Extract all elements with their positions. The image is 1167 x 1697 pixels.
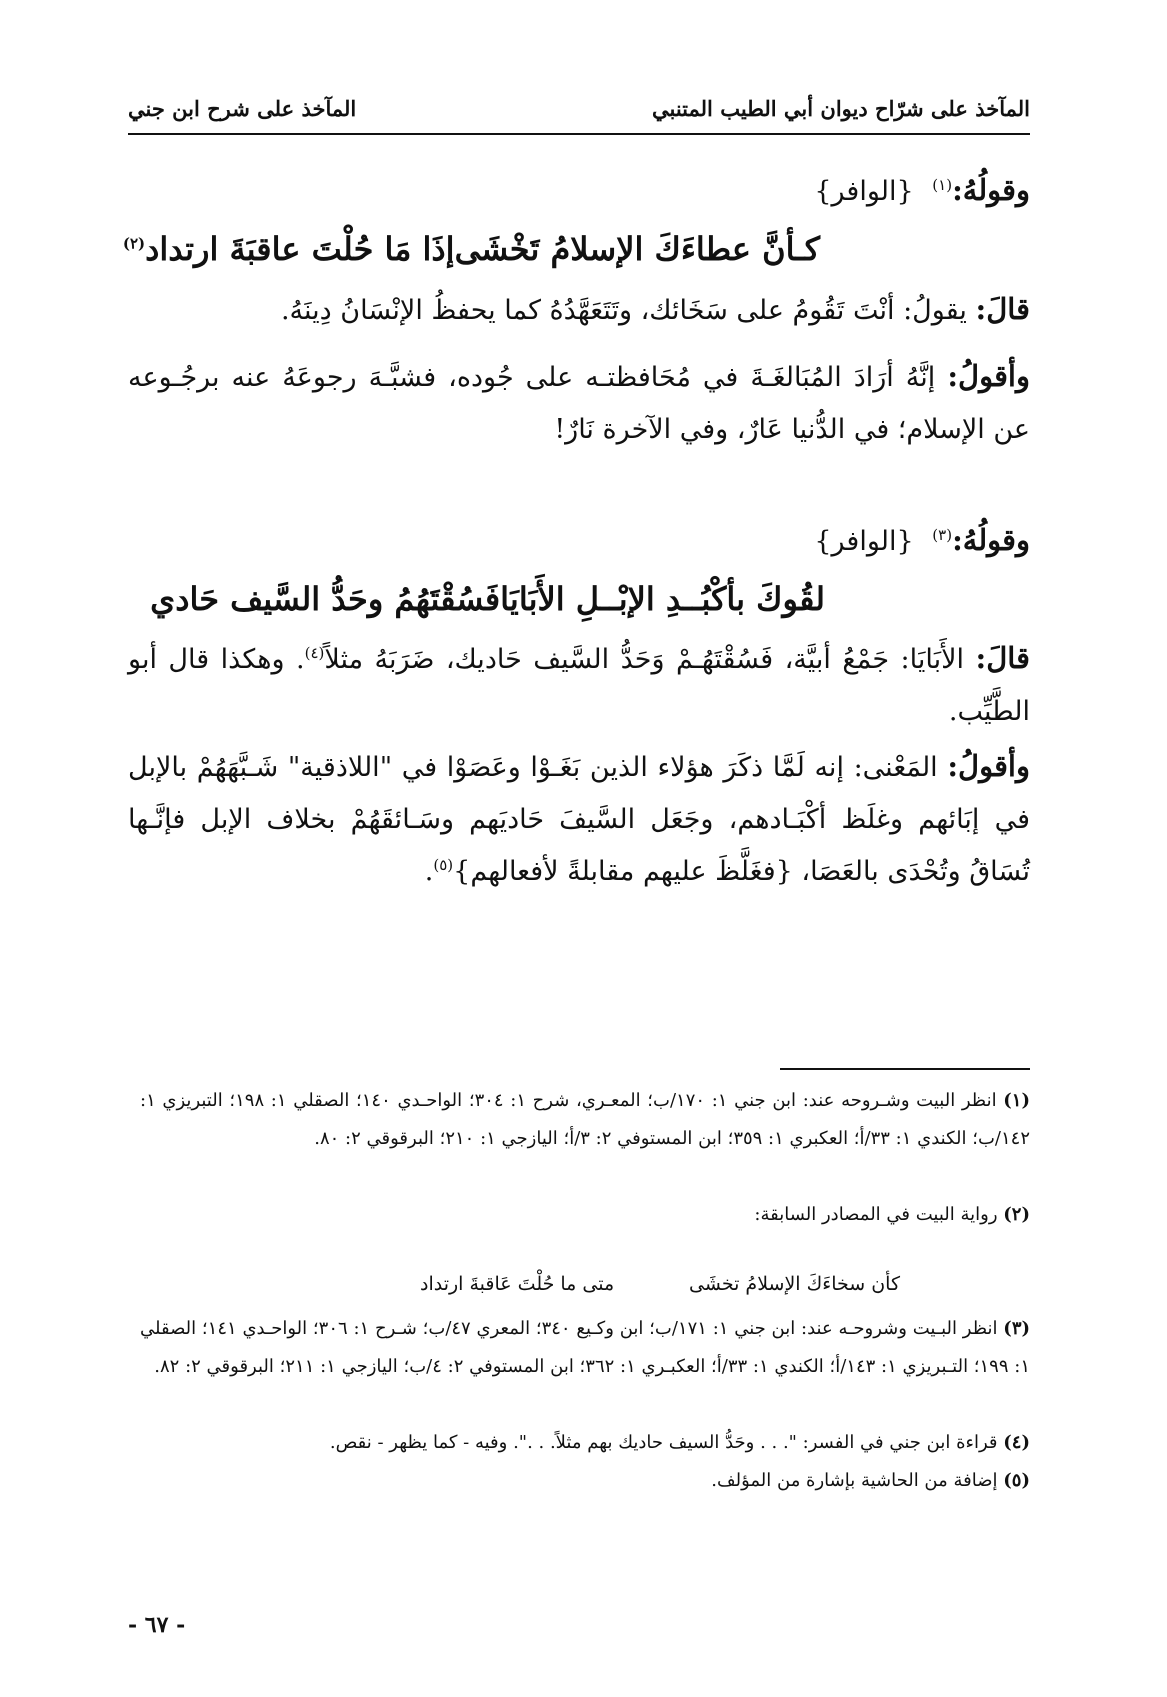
header-rule <box>128 133 1030 135</box>
aqul-text: المَعْنى: إنه لَمَّا ذكَرَ هؤلاء الذين بَغَـوْا وعَصَوْا في "اللاذقية" شَـبَّهَهُمْ بالإبل في إبَائهم وغلَظ أكْبَـادهم، وجَعَل السَّيفَ حَاديَهم وسَـائقَهُمْ بخلاف الإبل فإنَّـها تُسَاقُ وتُحْدَى بالعَصَا، {فغَلَّظَ عليهم مقابلةً لأفعالهم} <box>128 752 1030 887</box>
page-number: - ٦٧ - <box>128 1612 186 1638</box>
footnote-1 <box>140 1082 1030 1158</box>
verse-hemistich-first: لقُوكَ بأكْبُــدِ الإبْــلِ الأَبَايَا <box>500 580 825 618</box>
qala-text-end: . وهكذا قال أبو الطَّيِّب. <box>128 644 1030 727</box>
footnote-rule <box>780 1068 1030 1070</box>
footnote-number: (٢) <box>1003 1204 1030 1225</box>
verse-1 <box>122 223 820 275</box>
section-1-qala <box>128 283 1030 337</box>
footnote-number: (٤) <box>1003 1432 1030 1453</box>
qala-lead: قالَ: <box>975 292 1030 326</box>
qala-text: يقولُ: أنْتَ تَقُومُ على سَخَائك، وتَتَعَهَّدُهُ كما يحفظُ الإنْسَانُ دِينَهُ. <box>280 295 967 326</box>
footnote-ref: (٣) <box>932 526 953 544</box>
footnote-ref: (٤) <box>304 644 325 662</box>
aqul-lead: وأقولُ: <box>947 749 1030 783</box>
footnote-verse-first: كأن سخاءَكَ الإسلامُ تخشَى <box>689 1273 900 1295</box>
section-1-aqul <box>128 350 1030 456</box>
footnote-5 <box>140 1462 1030 1500</box>
footnote-2 <box>140 1196 1030 1234</box>
footnote-verse-second: متى ما حُلْتَ عَاقبةَ ارتداد <box>420 1273 615 1295</box>
meter-label: {الوافر} <box>814 176 914 207</box>
footnote-ref: (٥) <box>433 856 454 874</box>
footnote-text: رواية البيت في المصادر السابقة: <box>754 1204 998 1225</box>
qala-text: الأَبَايَا: جَمْعُ أبيَّة، فَسُقْتَهُـمْ وَحَدُّ السَّيف حَاديك، ضَرَبَهُ مثلاً <box>324 644 965 675</box>
footnote-number: (٣) <box>1003 1318 1031 1339</box>
header-book-title: المآخذ على شرّاح ديوان أبي الطيب المتنبي <box>652 95 1030 121</box>
footnote-3 <box>140 1310 1030 1386</box>
footnote-ref: (٢) <box>122 234 146 253</box>
section-2-aqul <box>128 740 1030 898</box>
section-1-intro <box>128 170 1030 212</box>
footnote-verse <box>420 1267 900 1301</box>
footnote-number: (٥) <box>1003 1470 1030 1491</box>
verse-hemistich-first: كـأنَّ عطاءَكَ الإسلامُ تَخْشَى <box>454 230 820 268</box>
footnote-text: انظر البـيت وشروحـه عند: ابن جني ١: ١٧١/ب؛ ابن وكـيع ٣٤٠؛ المعري ٤٧/ب؛ شـرح ١: ٣٠٦؛ الواحـدي ١٤١؛ الصقلي ١: ١٩٩؛ التـبريزي ١: ١٤٣/أ؛ الكندي ١: ٣٣/أ؛ العكبـري ١: ٣٦٢؛ ابن المستوفي ٢: ٤/ب؛ اليازجي ١: ٢١١؛ البرقوقي ٢: ٨٢. <box>140 1318 1030 1377</box>
footnote-text: إضافة من الحاشية بإشارة من المؤلف. <box>711 1470 998 1491</box>
footnote-4 <box>140 1424 1030 1462</box>
aqul-lead: وأقولُ: <box>947 359 1030 393</box>
footnote-text: انظر البيت وشـروحه عند: ابن جني ١: ١٧٠/ب؛ المعـري، شرح ١: ٣٠٤؛ الواحـدي ١٤٠؛ الصقلي ١: ١٩٨؛ التبريزي ١: ١٤٢/ب؛ الكندي ١: ٣٣/أ؛ العكبري ١: ٣٥٩؛ ابن المستوفي ٢: ٣/أ؛ اليازجي ١: ٢١٠؛ البرقوقي ٢: ٨٠. <box>140 1090 1030 1149</box>
verse-second-text: إذَا مَا حُلْتَ عاقبَةَ ارتداد <box>145 230 455 268</box>
footnote-number: (١) <box>1003 1090 1030 1111</box>
meter-label: {الوافر} <box>814 526 914 557</box>
section-2-intro <box>128 520 1030 562</box>
intro-lead: وقولُهُ: <box>952 173 1030 207</box>
aqul-end: . <box>424 856 434 887</box>
section-2-qala <box>128 632 1030 738</box>
intro-lead: وقولُهُ: <box>952 523 1030 557</box>
aqul-text: إنَّهُ أرَادَ المُبَالغَـةَ في مُحَافظتـه على جُوده، فشبَّـهَ رجوعَهُ عنه برجُـوعه عن الإسلام؛ في الدُّنيا عَارٌ، وفي الآخرة نَارٌ! <box>128 362 1030 445</box>
qala-lead: قالَ: <box>975 641 1030 675</box>
running-header <box>128 88 1030 128</box>
verse-hemistich-second <box>123 230 455 268</box>
verse-hemistich-second: فَسُقْتَهُمُ وحَدُّ السَّيف حَادي <box>150 580 501 618</box>
footnote-text: قراءة ابن جني في الفسر: ". . . وحَدُّ السيف حاديك بهم مثلاً. . .". وفيه - كما يظهر - نقص. <box>329 1432 998 1453</box>
header-section-title: المآخذ على شرح ابن جني <box>128 95 357 121</box>
footnote-ref: (١) <box>932 176 953 194</box>
verse-2 <box>150 573 825 625</box>
